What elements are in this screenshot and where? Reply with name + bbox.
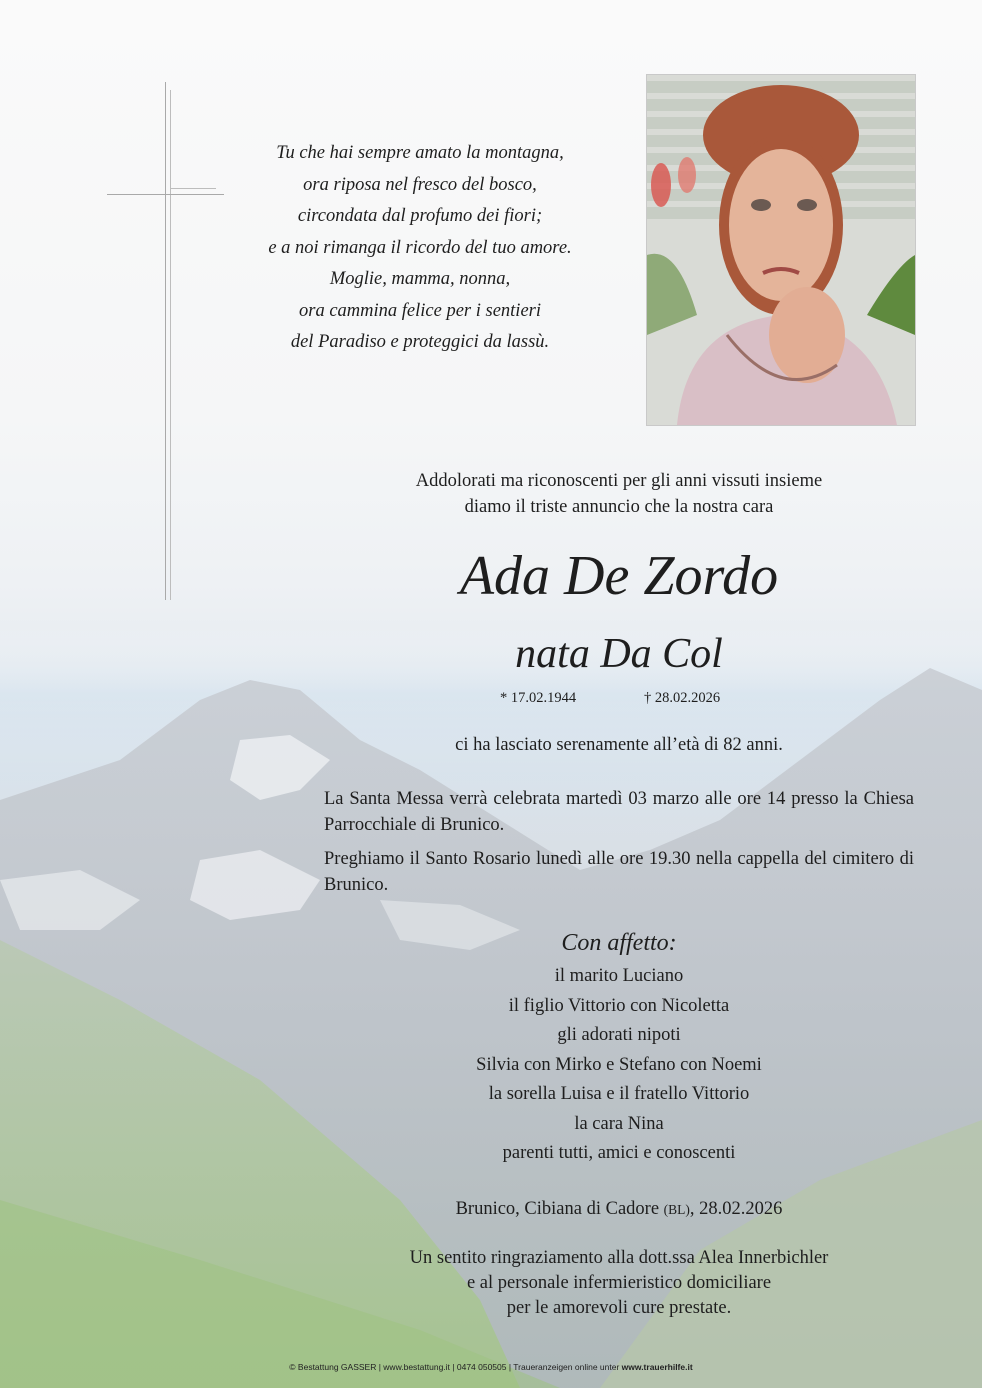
death-date: † 28.02.2026 [644, 690, 721, 706]
footer-online-link[interactable]: www.trauerhilfe.it [621, 1362, 693, 1372]
date-text: , 28.02.2026 [689, 1199, 783, 1219]
poem [250, 138, 590, 359]
rosary-info: Preghiamo il Santo Rosario lunedì alle ore 19.30 nella cappella del cimitero di Brunico. [324, 849, 914, 895]
mourner-line: il marito Luciano [554, 966, 684, 986]
province-code: (BL) [663, 1202, 690, 1217]
thanks-line: Un sentito ringraziamento alla dott.ssa Alea Innerbichler [409, 1248, 829, 1268]
mourner-line: il figlio Vittorio con Nicoletta [508, 995, 730, 1016]
passed-away-text: ci ha lasciato serenamente all’età di 82 anni. [455, 735, 783, 755]
thanks-line: e al personale infermieristico domiciliare [466, 1273, 772, 1293]
maiden-name: nata Da Col [515, 631, 723, 677]
intro-text [320, 468, 918, 520]
mass-info: La Santa Messa verrà celebrata martedì 03 marzo alle ore 14 presso la Chiesa Parrocchiale di Brunico. [324, 789, 914, 835]
intro-line: diamo il triste annuncio che la nostra cara [464, 497, 774, 517]
portrait-photo [646, 74, 916, 426]
poem-line: ora cammina felice per i sentieri [299, 300, 541, 321]
mourner-line: Silvia con Mirko e Stefano con Noemi [476, 1054, 762, 1075]
place-text: Brunico, Cibiana di Cadore [455, 1199, 664, 1219]
poem-line: Tu che hai sempre amato la montagna, [276, 143, 564, 163]
poem-line: ora riposa nel fresco del bosco, [303, 174, 537, 195]
mourner-line: la sorella Luisa e il fratello Vittorio [488, 1084, 750, 1104]
mourner-line: gli adorati nipoti [557, 1025, 681, 1045]
footer-site-link[interactable]: www.bestattung.it [383, 1362, 450, 1372]
mourner-line: la cara Nina [574, 1113, 664, 1134]
thanks-text [320, 1246, 918, 1321]
intro-line: Addolorati ma riconoscenti per gli anni vissuti insieme [415, 471, 823, 491]
footer-phone: 0474 050505 [456, 1362, 507, 1372]
poem-line: del Paradiso e proteggici da lassù. [290, 332, 550, 352]
thanks-line: per le amorevoli cure prestate. [506, 1298, 732, 1318]
poem-line: Moglie, mamma, nonna, [329, 269, 511, 289]
mourner-line: parenti tutti, amici e conoscenti [502, 1143, 736, 1163]
poem-line: circondata dal profumo dei fiori; [297, 206, 543, 226]
deceased-name: Ada De Zordo [459, 545, 779, 607]
birth-date: * 17.02.1944 [500, 690, 577, 706]
mourners-list [320, 962, 918, 1169]
mourners-heading: Con affetto: [561, 930, 677, 956]
poem-line: e a noi rimanga il ricordo del tuo amore. [268, 237, 572, 258]
footer: © Bestattung GASSER | www.bestattung.it | 0474 050505 | Traueranzeigen online unter www.trauerhilfe.it [289, 1362, 693, 1372]
footer-copyright: © Bestattung GASSER [289, 1362, 377, 1372]
footer-online-label: Traueranzeigen online unter [513, 1362, 620, 1372]
place-and-date [320, 1196, 918, 1223]
